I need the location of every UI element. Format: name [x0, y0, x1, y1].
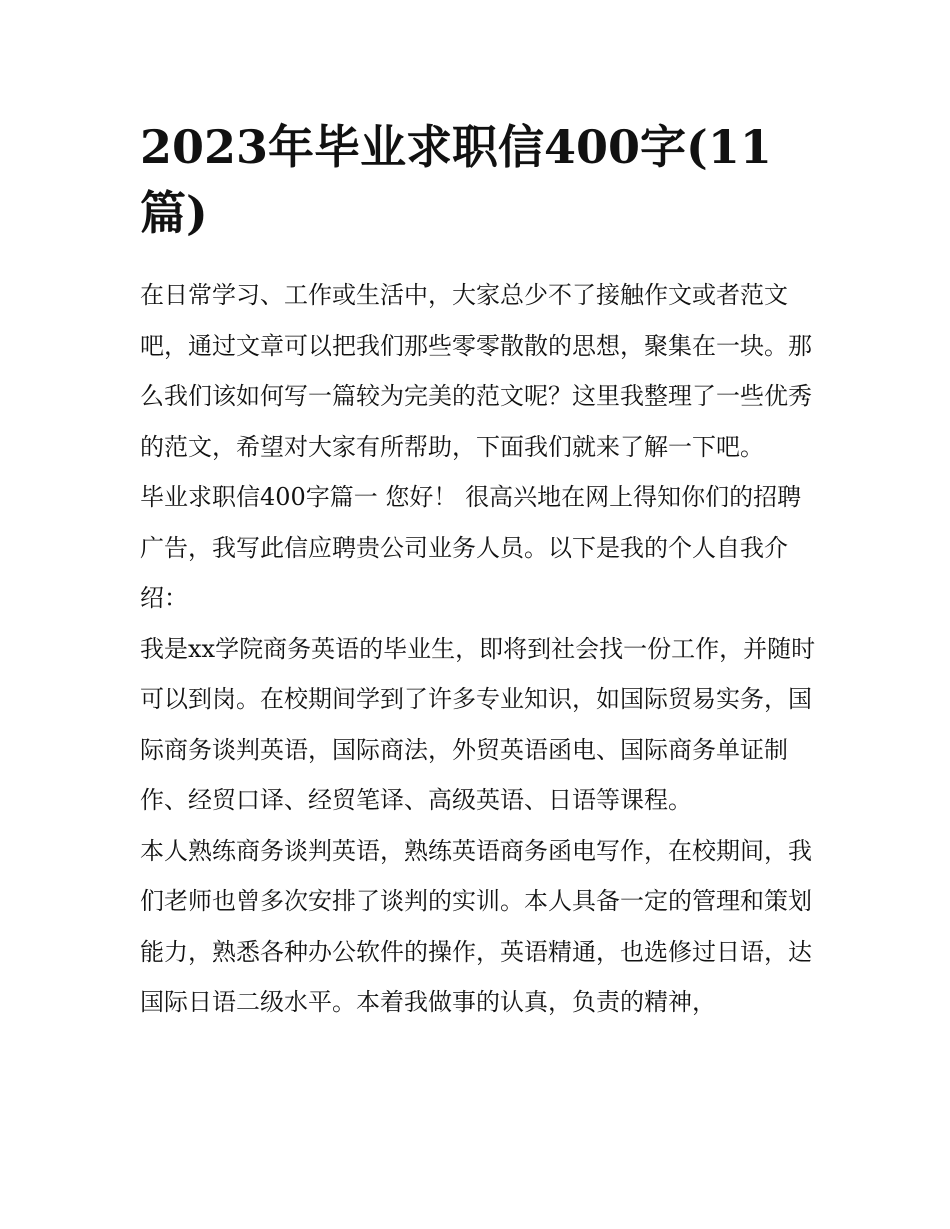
paragraph-intro: 在日常学习、工作或生活中，大家总少不了接触作文或者范文吧，通过文章可以把我们那些零零散散的思想，聚集在一块。那么我们该如何写一篇较为完美的范文呢？这里我整理了一些优秀的范文，希望对大家有所帮助，下面我们就来了解一下吧。: [140, 281, 812, 461]
document-page: [140, 114, 820, 1028]
document-title: 2023年毕业求职信400字(11篇): [140, 120, 772, 240]
paragraph-education: 我是xx学院商务英语的毕业生，即将到社会找一份工作，并随时可以到岗。在校期间学到了许多专业知识，如国际贸易实务，国际商务谈判英语，国际商法，外贸英语函电、国际商务单证制作、经贸口译、经贸笔译、高级英语、日语等课程。: [140, 634, 816, 814]
paragraph-skills: 本人熟练商务谈判英语，熟练英语商务函电写作，在校期间，我们老师也曾多次安排了谈判的实训。本人具备一定的管理和策划能力，熟悉各种办公软件的操作，英语精通，也选修过日语，达国际日语二级水平。本着我做事的认真，负责的精神，: [140, 836, 812, 1016]
document-body: [140, 270, 820, 1028]
paragraph-letter-opening: 毕业求职信400字篇一 您好！ 很高兴地在网上得知你们的招聘广告，我写此信应聘贵公司业务人员。以下是我的个人自我介绍：: [140, 483, 802, 612]
